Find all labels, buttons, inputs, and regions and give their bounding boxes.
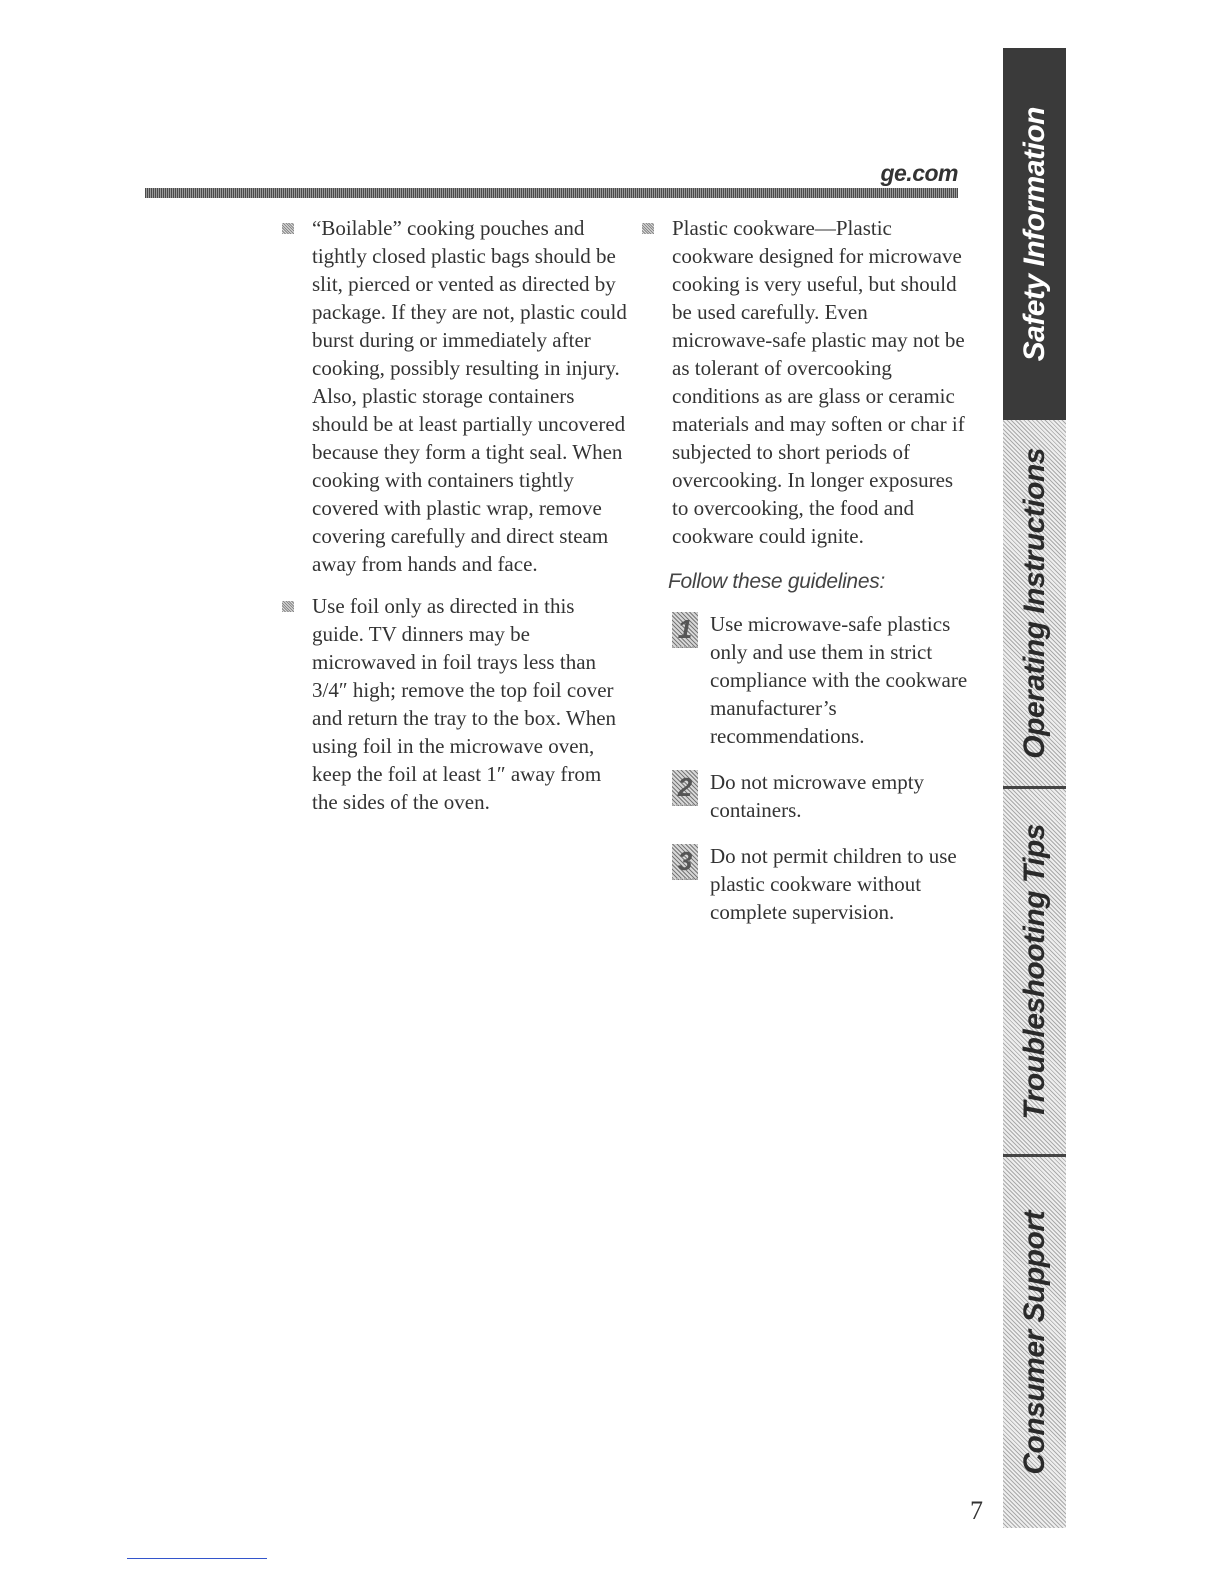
bullet-icon: [282, 223, 294, 234]
step-number-badge: [672, 844, 698, 880]
guidelines-heading: Follow these guidelines:: [668, 570, 885, 593]
step-number-badge: [672, 770, 698, 806]
page-number: 7: [970, 1496, 983, 1525]
paragraph-text: “Boilable” cooking pouches and tightly closed plastic bags should be slit, pierced or vented as directed by package. If they are not, plastic could burst during or immediately after cooking, possibly resulting in injury. Also, plastic storage containers should be at least partially uncovered because they form a tight seal. When cooking with containers tightly covered with plastic wrap, remove covering carefully and direct steam away from hands and face.: [312, 216, 627, 576]
tab-consumer-support[interactable]: [1003, 1157, 1066, 1528]
step-number: 2: [677, 772, 693, 802]
guideline-step-1: [640, 610, 970, 750]
section-tabs: [1003, 48, 1066, 1528]
bullet-icon: [282, 601, 294, 612]
left-column: [280, 214, 630, 830]
tab-label: Operating Instructions: [1017, 447, 1051, 759]
paragraph-boilable-pouches: [280, 214, 630, 578]
guideline-step-2: [640, 768, 970, 824]
step-text: Do not permit children to use plastic cookware without complete supervision.: [710, 844, 957, 924]
site-url[interactable]: ge.com: [880, 160, 958, 186]
step-number: 3: [677, 846, 693, 876]
step-text: Do not microwave empty containers.: [710, 770, 925, 822]
paragraph-text: Plastic cookware—Plastic cookware designed for microwave cooking is very useful, but should be used carefully. Even microwave-safe plastic may not be as tolerant of overcooking conditions as are glass or ceramic materials and may soften or char if subjected to short periods of overcooking. In longer exposures to overcooking, the food and cookware could ignite.: [672, 216, 965, 548]
header-rule: [145, 188, 958, 198]
step-number-badge: [672, 612, 698, 648]
tab-operating-instructions[interactable]: [1003, 420, 1066, 786]
tab-label: Safety Information: [1017, 106, 1051, 362]
paragraph-foil: [280, 592, 630, 816]
guideline-step-3: [640, 842, 970, 926]
tab-safety-information[interactable]: [1003, 48, 1066, 420]
step-text: Use microwave-safe plastics only and use them in strict compliance with the cookware manufacturer’s recommendations.: [710, 612, 968, 748]
step-number: 1: [677, 614, 693, 644]
tab-label: Consumer Support: [1017, 1210, 1051, 1475]
tab-label: Troubleshooting Tips: [1017, 823, 1051, 1120]
bullet-icon: [642, 223, 654, 234]
paragraph-plastic-cookware: [640, 214, 970, 550]
footer-link-underline[interactable]: [127, 1558, 267, 1559]
paragraph-text: Use foil only as directed in this guide. TV dinners may be microwaved in foil trays less than 3/4″ high; remove the top foil cover and return the tray to the box. When using foil in the microwave oven, keep the foil at least 1″ away from the sides of the oven.: [312, 594, 617, 814]
right-column: [640, 214, 970, 944]
tab-troubleshooting-tips[interactable]: [1003, 789, 1066, 1154]
